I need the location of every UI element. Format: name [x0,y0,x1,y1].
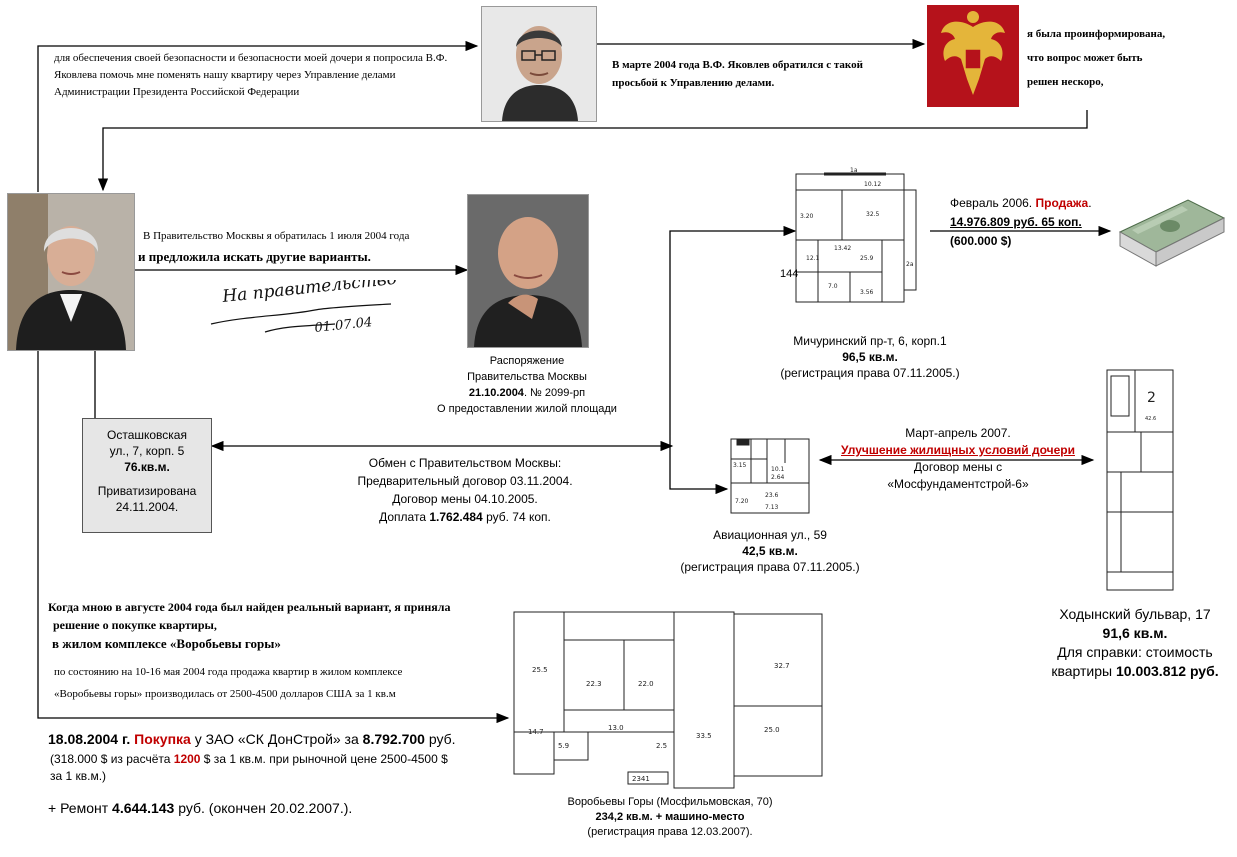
complex-text: в жилом комплексе «Воробьевы горы» [52,636,281,651]
svg-text:25.0: 25.0 [764,726,780,734]
svg-text:25.5: 25.5 [532,666,548,674]
svg-text:33.5: 33.5 [696,732,712,740]
informed-text: я была проинформирована, что вопрос может быть решен нескоро, [1027,28,1166,88]
market-line1: по состоянию на 10-16 мая 2004 года продажа квартир в жилом комплексе [54,666,403,678]
aviatsionnaya-floor-plan [727,433,815,519]
vorobyovy-block: Воробьевы Горы (Мосфильмовская, 70) 234,2 кв.м. + машино-место (регистрация права 12.03.2007). [567,796,773,838]
order-block: Распоряжение Правительства Москвы 21.10.2004. № 2099-рп О предоставлении жилой площади [437,355,617,415]
svg-text:2341: 2341 [632,775,650,783]
arrow-back-to-woman [103,110,1087,190]
svg-text:22.3: 22.3 [586,680,602,688]
ostashkovskaya-box: Осташковская ул., 7, корп. 5 76.кв.м. Приватизирована 24.11.2004. [82,418,212,533]
svg-text:14.7: 14.7 [528,728,544,736]
aviatsionnaya-block: Авиационная ул., 59 42,5 кв.м. (регистрация права 07.11.2005.) [680,528,860,574]
svg-text:23.6: 23.6 [765,492,779,499]
found-text: Когда мною в августе 2004 года был найден реальный вариант, я приняла [48,600,451,614]
march-text: В марте 2004 года В.Ф. Яковлев обратился с такой просьбой к Управлению делами. [612,59,863,89]
svg-text:7.20: 7.20 [735,498,749,505]
arrow-to-aviatsionnaya [670,446,727,489]
yakovlev-photo [481,6,597,122]
luzhkov-photo [467,194,589,348]
svg-text:42.6: 42.6 [1145,416,1157,422]
svg-text:3.56: 3.56 [860,289,874,296]
appeal-line2: и предложила искать другие варианты. [138,249,371,264]
svg-text:01.07.04: 01.07.04 [313,315,373,336]
appeal-line1: В Правительство Москвы я обратилась 1 июля 2004 года [143,230,410,242]
michurinsky-floor-plan [778,160,924,310]
improvement-block: Март-апрель 2007. Улучшение жилищных условий дочери Договор мены с «Мосфундаментстрой-6» [841,426,1075,491]
svg-text:7.13: 7.13 [765,504,779,511]
exchange-block: Обмен с Правительством Москвы: Предварительный договор 03.11.2004. Договор мены 04.10.2005. Доплата 1.762.484 руб. 74 коп. [357,456,573,524]
sale-block: Февраль 2006. Продажа. 14.976.809 руб. 65 коп. (600.000 $) [950,196,1092,248]
michurinsky-plan-label: 144 [780,268,799,280]
calc-line: (318.000 $ из расчёта 1200 $ за 1 кв.м. при рыночной цене 2500-4500 $ за 1 кв.м.) [50,752,448,783]
svg-text:На правительство: На правительство [221,280,398,307]
svg-text:10.12: 10.12 [864,181,882,188]
khodynsky-floor-plan [1097,362,1181,594]
svg-text:32.5: 32.5 [866,211,880,218]
svg-text:2.64: 2.64 [771,474,785,481]
svg-text:25.9: 25.9 [860,255,874,262]
svg-text:22.0: 22.0 [638,680,654,688]
svg-text:3.20: 3.20 [800,213,814,220]
request-text: для обеспечения своей безопасности и безопасности моей дочери я попросила В.Ф. Яковлева помочь мне поменять нашу квартиру через Управление делами Администрации Президента Российской Федерации [54,52,448,98]
svg-text:5.9: 5.9 [558,742,570,750]
svg-text:12.1: 12.1 [806,255,820,262]
svg-text:13.0: 13.0 [608,724,624,732]
money-stack-icon [1112,170,1230,282]
svg-text:1а: 1а [850,167,858,174]
handwritten-signature [205,280,415,342]
svg-text:2а: 2а [906,261,914,268]
svg-text:2: 2 [1147,390,1156,406]
repair-line: + Ремонт 4.644.143 руб. (окончен 20.02.2007.). [48,800,353,816]
michurinsky-block: Мичуринский пр-т, 6, корп.1 96,5 кв.м. (регистрация права 07.11.2005.) [780,334,960,380]
purchase-line: 18.08.2004 г. Покупка у ЗАО «СК ДонСтрой» за 8.792.700 руб. [48,731,456,747]
svg-text:13.42: 13.42 [834,245,852,252]
svg-text:2.5: 2.5 [656,742,668,750]
khodynsky-block: Ходынский бульвар, 17 91,6 кв.м. Для справки: стоимость квартиры 10.003.812 руб. [1051,606,1219,679]
svg-text:32.7: 32.7 [774,662,790,670]
woman-photo [7,193,135,351]
svg-text:10.1: 10.1 [771,466,785,473]
russian-emblem-icon [927,5,1019,107]
vorobyovy-floor-plan [510,608,830,790]
decision-text: решение о покупке квартиры, [53,618,217,632]
svg-text:7.0: 7.0 [828,283,838,290]
market-line2: «Воробьевы горы» производилась от 2500-4500 долларов США за 1 кв.м [54,688,396,700]
svg-text:3.15: 3.15 [733,462,747,469]
